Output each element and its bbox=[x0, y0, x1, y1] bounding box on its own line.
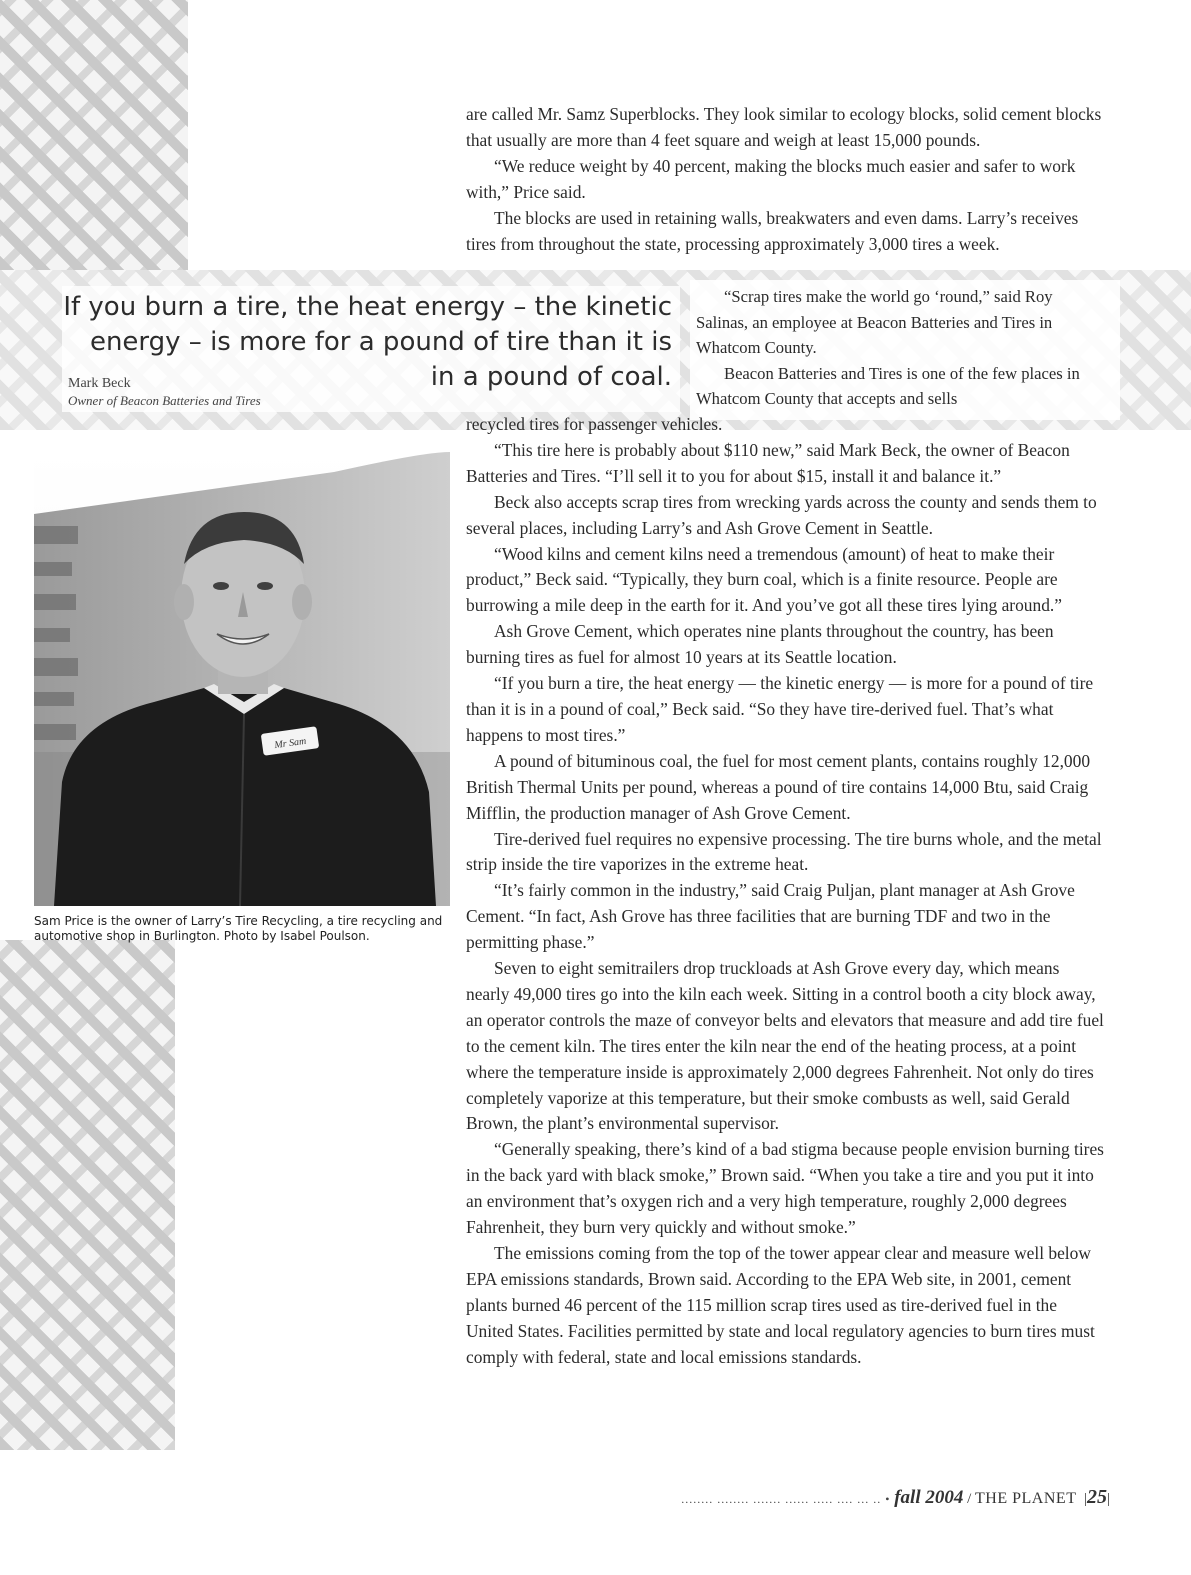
article-paragraph: “If you burn a tire, the heat energy — the kinetic energy — is more for a pound of tire than it is in a pound of coal,” Beck said. “So they have tire-derived fuel. That’s what happens to most tires.” bbox=[466, 673, 1094, 745]
article-column-band bbox=[696, 284, 1106, 412]
article-paragraph: “Generally speaking, there’s kind of a bad stigma because people envision burning tires in the back yard with black smoke,” Brown said. “When you take a tire and you put it into an environment that’s oxygen rich and a very high temperature, roughly 2,000 degrees Fahrenheit, they burn very quickly and without smoke.” bbox=[466, 1139, 1104, 1238]
article-paragraph: “Wood kilns and cement kilns need a tremendous (amount) of heat to make their product,” Beck said. “Typically, they burn coal, which is a finite resource. People are burrowing a mile deep in the earth for it. And you’ve got all these tires lying around.” bbox=[466, 543, 1062, 616]
article-paragraph: The blocks are used in retaining walls, breakwaters and even dams. Larry’s receives tires from throughout the state, processing approximately 3,000 tires a week. bbox=[466, 207, 1079, 254]
photo-caption: Sam Price is the owner of Larry’s Tire Recycling, a tire recycling and automotive shop in Burlington. Photo by Isabel Poulson. bbox=[34, 914, 443, 943]
article-paragraph: recycled tires for passenger vehicles. bbox=[466, 414, 723, 434]
footer-separator: / bbox=[967, 1491, 972, 1507]
footer-dot-leader: ........ ........ ....... ...... ..... .... ... .. • bbox=[681, 1492, 891, 1506]
photo-sam-price bbox=[34, 452, 450, 906]
article-paragraph: are called Mr. Samz Superblocks. They look similar to ecology blocks, solid cement blocks that usually are more than 4 feet square and weigh at least 15,000 pounds. bbox=[466, 104, 1102, 150]
pull-quote-attribution-name: Mark Beck bbox=[68, 376, 131, 391]
article-column-main bbox=[466, 412, 1106, 1371]
pull-quote: If you burn a tire, the heat energy – the kinetic energy – is more for a pound of tire than it is in a pound of coal. bbox=[63, 292, 672, 392]
article-paragraph: A pound of bituminous coal, the fuel for most cement plants, contains roughly 12,000 British Thermal Units per pound, whereas a pound of tire contains 14,000 Btu, said Craig Mifflin, the production manager of Ash Grove Cement. bbox=[466, 750, 1091, 823]
decorative-tire-pattern-bottom bbox=[0, 940, 175, 1450]
article-paragraph: Ash Grove Cement, which operates nine plants throughout the country, has been burning tires as fuel for almost 10 years at its Seattle location. bbox=[466, 621, 1054, 668]
article-paragraph: “It’s fairly common in the industry,” said Craig Puljan, plant manager at Ash Grove Cement. “In fact, Ash Grove has three facilities that are burning TDF and two in the permitting phase.” bbox=[466, 880, 1075, 953]
article-paragraph: Tire-derived fuel requires no expensive processing. The tire burns whole, and the metal strip inside the tire vaporizes in the extreme heat. bbox=[466, 828, 1102, 875]
article-column-top bbox=[466, 102, 1106, 257]
footer-season: fall 2004 bbox=[894, 1487, 964, 1508]
article-paragraph: “This tire here is probably about $110 new,” said Mark Beck, the owner of Beacon Batteries and Tires. “I’ll sell it to you for about $15, install it and balance it.” bbox=[466, 439, 1070, 486]
article-paragraph: Beck also accepts scrap tires from wrecking yards across the county and sends them to several places, including Larry’s and Ash Grove Cement in Seattle. bbox=[466, 491, 1097, 538]
article-paragraph: Seven to eight semitrailers drop truckloads at Ash Grove every day, which means nearly 49,000 tires go into the kiln each week. Sitting in a control booth a city block away, an operator controls the maze of conveyor belts and elevators that measure and add tire fuel to the cement kiln. The tires enter the kiln near the end of the heating process, at a point where the temperature inside is approximately 2,000 degrees Fahrenheit. Not only do tires completely vaporize at this temperature, but their smoke combusts as well, said Gerald Brown, the plant’s environmental supervisor. bbox=[466, 958, 1104, 1134]
decorative-tire-pattern-top bbox=[0, 0, 188, 270]
article-paragraph: The emissions coming from the top of the tower appear clear and measure well below EPA emissions standards, Brown said. According to the EPA Web site, in 2001, cement plants burned 46 percent of the 115 million scrap tires used as tire-derived fuel in the United States. Facilities permitted by state and local regulatory agencies to burn tires must comply with federal, state and local emissions standards. bbox=[466, 1243, 1095, 1367]
page-footer: ........ ........ ....... ...... ..... .... ... .. • fall 2004 / THE PLANET |25| bbox=[681, 1486, 1110, 1508]
page-number: 25 bbox=[1086, 1486, 1107, 1508]
article-paragraph: “Scrap tires make the world go ‘round,” said Roy Salinas, an employee at Beacon Batteries and Tires in Whatcom County. bbox=[696, 287, 1053, 357]
footer-magazine-name: THE PLANET bbox=[975, 1490, 1077, 1507]
pull-quote-attribution-title: Owner of Beacon Batteries and Tires bbox=[68, 393, 261, 408]
article-paragraph: “We reduce weight by 40 percent, making the blocks much easier and safer to work with,” Price said. bbox=[466, 155, 1076, 202]
name-tag-text: Mr Sam bbox=[273, 735, 307, 752]
article-paragraph: Beacon Batteries and Tires is one of the few places in Whatcom County that accepts and sells bbox=[696, 363, 1080, 408]
